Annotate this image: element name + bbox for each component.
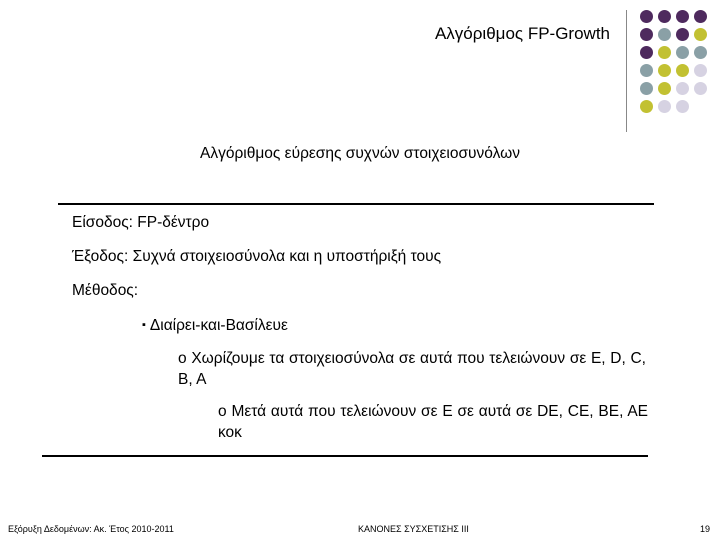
- top-rule: [58, 203, 654, 205]
- decorative-dot: [640, 10, 653, 23]
- input-line: Είσοδος: FP-δέντρο: [72, 214, 210, 231]
- decorative-dot: [658, 64, 671, 77]
- page-number: 19: [700, 524, 711, 534]
- method-bullet-text: Διαίρει-και-Βασίλευε: [149, 317, 288, 334]
- decorative-dot: [658, 10, 671, 23]
- sub-item-1-text: Χωρίζουμε τα στοιχειοσύνολα σε αυτά που τελειώνουν σε E, D, C, B, A: [178, 350, 646, 388]
- decorative-dot: [676, 28, 689, 41]
- title-divider: [626, 10, 627, 132]
- decorative-dot-grid: [640, 10, 716, 122]
- decorative-dot: [676, 64, 689, 77]
- decorative-dot: [658, 28, 671, 41]
- sub-item-2-text: Μετά αυτά που τελειώνουν σε Ε σε αυτά σε DE, CE, BE, AE κοκ: [218, 403, 649, 441]
- decorative-dot: [658, 82, 671, 95]
- output-line: Έξοδος: Συχνά στοιχειοσύνολα και η υποστήριξή τους: [72, 248, 442, 265]
- decorative-dot: [640, 46, 653, 59]
- decorative-dot: [676, 82, 689, 95]
- square-bullet-icon: ▪: [142, 319, 146, 331]
- decorative-dot: [676, 10, 689, 23]
- footer-course: Εξόρυξη Δεδομένων: Ακ. Έτος 2010-2011: [8, 524, 174, 534]
- decorative-dot: [694, 46, 707, 59]
- sub-item-2: [218, 401, 648, 443]
- decorative-dot: [658, 100, 671, 113]
- sub-item-2-marker: o: [218, 403, 227, 420]
- slide-subtitle: Αλγόριθμος εύρεσης συχνών στοιχειοσυνόλων: [200, 145, 520, 162]
- decorative-dot: [640, 28, 653, 41]
- decorative-dot: [694, 64, 707, 77]
- decorative-dot: [694, 10, 707, 23]
- bottom-rule: [42, 455, 648, 457]
- decorative-dot: [694, 82, 707, 95]
- sub-item-1-marker: o: [178, 350, 187, 367]
- decorative-dot: [694, 28, 707, 41]
- slide-title: Αλγόριθμος FP-Growth: [434, 24, 610, 43]
- sub-item-1: [178, 348, 646, 390]
- decorative-dot: [676, 100, 689, 113]
- decorative-dot: [640, 64, 653, 77]
- method-bullet-item: [142, 317, 288, 335]
- decorative-dot: [640, 82, 653, 95]
- decorative-dot: [658, 46, 671, 59]
- decorative-dot: [640, 100, 653, 113]
- method-label: Μέθοδος:: [72, 282, 139, 299]
- footer-section: ΚΑΝΟΝΕΣ ΣΥΣΧΕΤΙΣΗΣ ΙΙΙ: [358, 524, 469, 534]
- decorative-dot: [676, 46, 689, 59]
